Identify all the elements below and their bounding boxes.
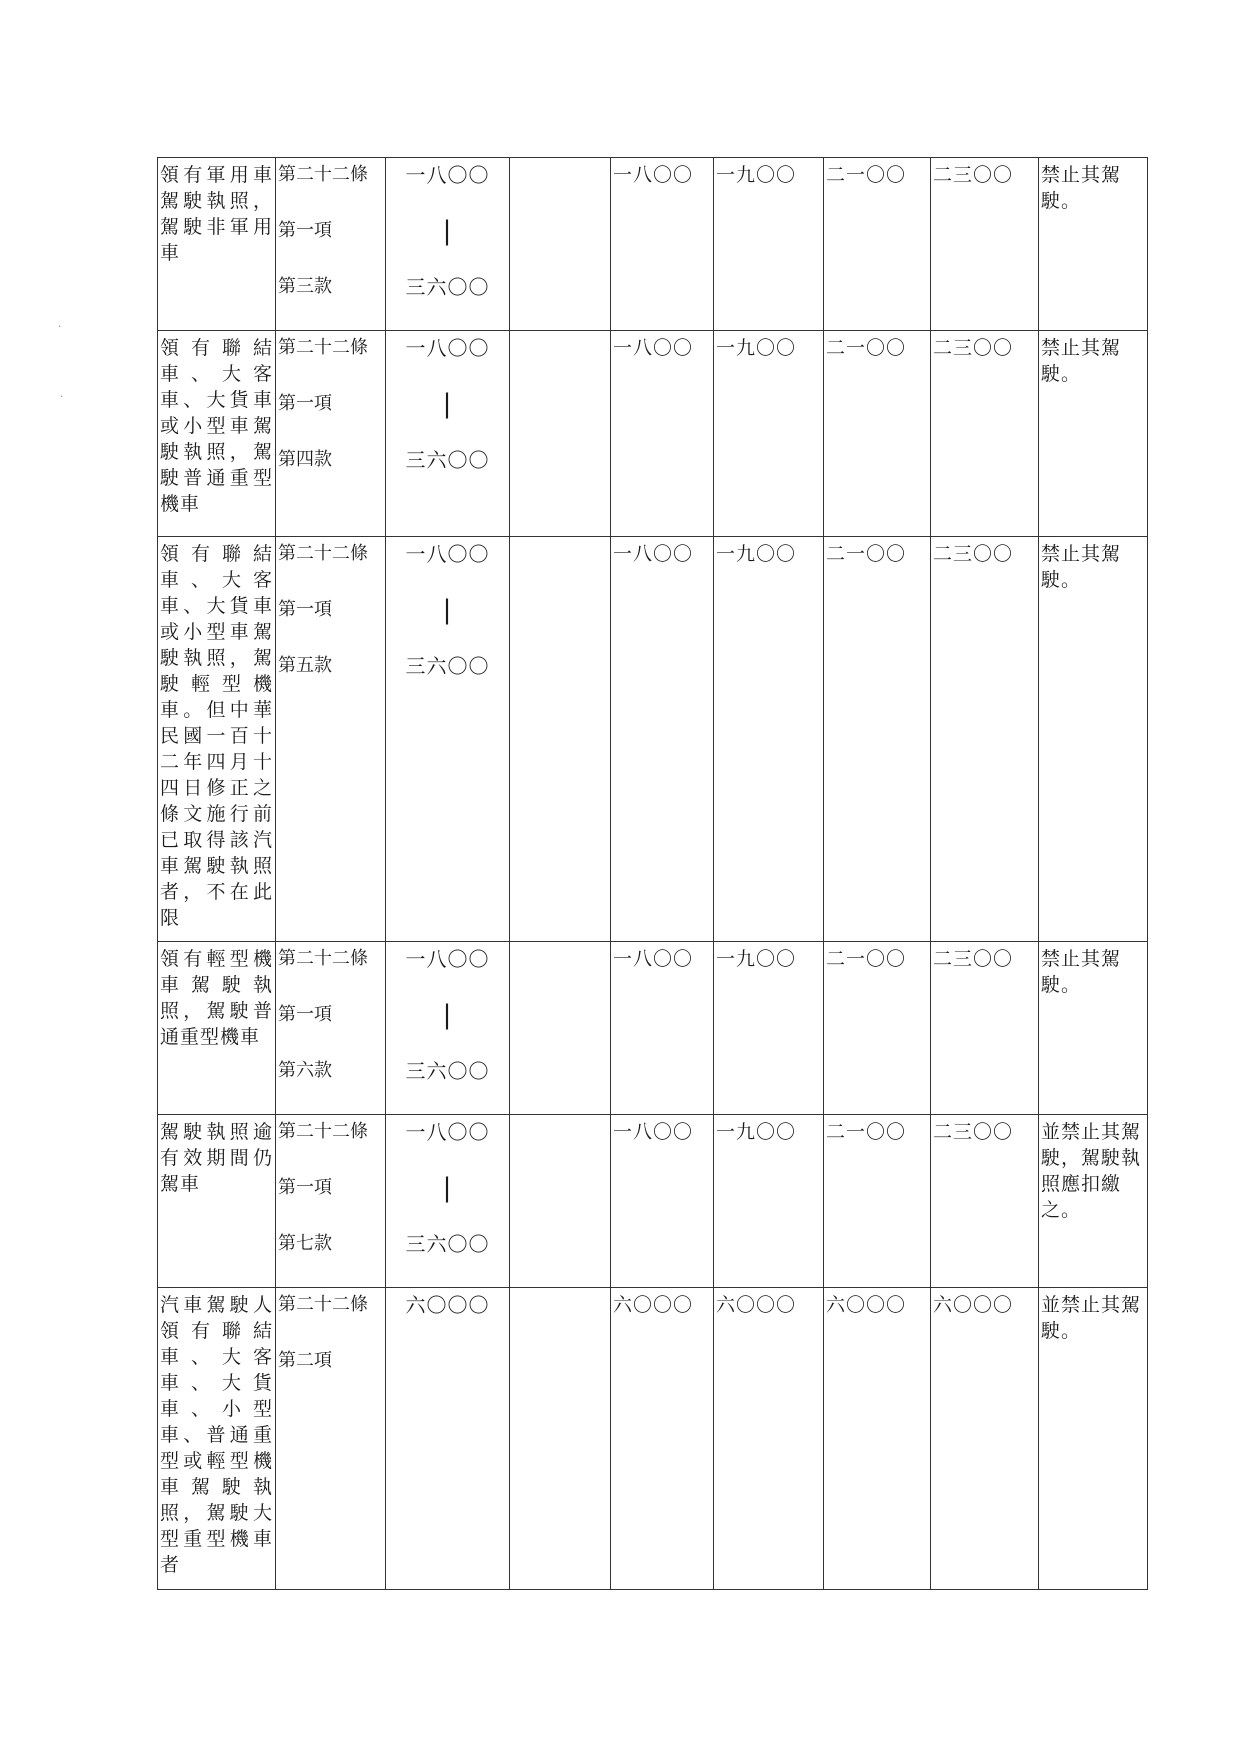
article-line: 第一項 — [278, 220, 332, 241]
article-line: 第一項 — [278, 599, 332, 620]
violation-cell: 汽車駕駛人領有聯結車、大客車、大貨車、小型車、普通重型或輕型機車駕駛執照，駕駛大型重型機車者 — [158, 1288, 276, 1590]
fine-range-cell — [386, 1115, 510, 1288]
amount-cell: 二三〇〇 — [931, 331, 1039, 537]
violation-cell: 駕駛執照逾有效期間仍駕車 — [158, 1115, 276, 1288]
fine-range-cell — [386, 942, 510, 1115]
table-row — [158, 1288, 1148, 1590]
amount-cell: 二三〇〇 — [931, 942, 1039, 1115]
article-line: 第四款 — [278, 449, 332, 470]
amount-cell: 一九〇〇 — [714, 331, 824, 537]
blank-cell — [510, 331, 611, 537]
violation-cell: 領有輕型機車駕駛執照，駕駛普通重型機車 — [158, 942, 276, 1115]
article-line: 第六款 — [278, 1060, 332, 1081]
blank-cell — [510, 537, 611, 942]
amount-cell: 一九〇〇 — [714, 537, 824, 942]
blank-cell — [510, 942, 611, 1115]
amount-cell: 一八〇〇 — [611, 331, 714, 537]
violation-cell: 領有聯結車、大客車、大貨車或小型車駕駛執照，駕駛輕型機車。但中華民國一百十二年四月十四日修正之條文施行前已取得該汽車駕駛執照者，不在此限 — [158, 537, 276, 942]
article-line: 第七款 — [278, 1233, 332, 1254]
fine-range-min: 一八〇〇 — [405, 1120, 490, 1144]
scan-speck: · — [60, 392, 64, 403]
amount-cell: 一八〇〇 — [611, 537, 714, 942]
fine-range-cell — [386, 158, 510, 331]
article-line: 第二十二條 — [278, 1121, 368, 1142]
amount-cell: 一八〇〇 — [611, 942, 714, 1115]
note-cell: 禁止其駕駛。 — [1039, 942, 1148, 1115]
fine-range-min: 六〇〇〇 — [405, 1293, 490, 1317]
fine-range-dash: | — [442, 595, 453, 625]
fine-range-max: 三六〇〇 — [405, 654, 490, 678]
amount-cell: 二一〇〇 — [824, 537, 931, 942]
article-line: 第二項 — [278, 1350, 332, 1371]
article-cell — [276, 331, 386, 537]
fine-range-dash: | — [442, 1000, 453, 1030]
fine-range-max: 三六〇〇 — [405, 1059, 490, 1083]
blank-cell — [510, 158, 611, 331]
article-line: 第一項 — [278, 1004, 332, 1025]
note-cell: 禁止其駕駛。 — [1039, 537, 1148, 942]
fine-range-max — [388, 1404, 507, 1460]
article-line: 第一項 — [278, 1177, 332, 1198]
note-cell: 並禁止其駕駛。 — [1039, 1288, 1148, 1590]
amount-cell: 二三〇〇 — [931, 537, 1039, 942]
table-row — [158, 537, 1148, 942]
article-line: 第二十二條 — [278, 337, 368, 358]
fine-range-cell — [386, 537, 510, 942]
amount-cell: 二一〇〇 — [824, 158, 931, 331]
article-line: 第二十二條 — [278, 948, 368, 969]
fine-schedule-table — [157, 157, 1148, 1590]
table-row — [158, 331, 1148, 537]
amount-cell: 六〇〇〇 — [931, 1288, 1039, 1590]
note-cell: 禁止其駕駛。 — [1039, 331, 1148, 537]
table-row — [158, 942, 1148, 1115]
fine-range-dash: | — [442, 389, 453, 419]
amount-cell: 二三〇〇 — [931, 158, 1039, 331]
article-cell — [276, 1288, 386, 1590]
fine-range-min: 一八〇〇 — [405, 336, 490, 360]
article-line — [278, 1404, 383, 1460]
fine-range-min: 一八〇〇 — [405, 542, 490, 566]
amount-cell: 二一〇〇 — [824, 1115, 931, 1288]
amount-cell: 六〇〇〇 — [714, 1288, 824, 1590]
fine-range-cell — [386, 1288, 510, 1590]
fine-range-min: 一八〇〇 — [405, 163, 490, 187]
violation-cell: 領有軍用車駕駛執照，駕駛非軍用車 — [158, 158, 276, 331]
article-line: 第二十二條 — [278, 164, 368, 185]
scan-speck: · — [58, 322, 62, 333]
article-line: 第二十二條 — [278, 1294, 368, 1315]
amount-cell: 一八〇〇 — [611, 1115, 714, 1288]
fine-range-dash: | — [442, 1173, 453, 1203]
fine-range-dash — [388, 1348, 507, 1404]
article-cell — [276, 1115, 386, 1288]
article-line: 第五款 — [278, 655, 332, 676]
note-cell: 禁止其駕駛。 — [1039, 158, 1148, 331]
note-cell: 並禁止其駕駛，駕駛執照應扣繳之。 — [1039, 1115, 1148, 1288]
amount-cell: 二一〇〇 — [824, 331, 931, 537]
violation-cell: 領有聯結車、大客車、大貨車或小型車駕駛執照，駕駛普通重型機車 — [158, 331, 276, 537]
amount-cell: 一九〇〇 — [714, 158, 824, 331]
amount-cell: 一九〇〇 — [714, 942, 824, 1115]
blank-cell — [510, 1288, 611, 1590]
amount-cell: 六〇〇〇 — [824, 1288, 931, 1590]
fine-range-max: 三六〇〇 — [405, 275, 490, 299]
fine-range-min: 一八〇〇 — [405, 947, 490, 971]
table-row — [158, 1115, 1148, 1288]
amount-cell: 一八〇〇 — [611, 158, 714, 331]
fine-range-max: 三六〇〇 — [405, 1232, 490, 1256]
article-cell — [276, 942, 386, 1115]
table-row — [158, 158, 1148, 331]
amount-cell: 二一〇〇 — [824, 942, 931, 1115]
blank-cell — [510, 1115, 611, 1288]
fine-range-cell — [386, 331, 510, 537]
article-cell — [276, 158, 386, 331]
article-line: 第一項 — [278, 393, 332, 414]
fine-range-dash: | — [442, 216, 453, 246]
fine-range-max: 三六〇〇 — [405, 448, 490, 472]
article-line: 第二十二條 — [278, 543, 368, 564]
amount-cell: 二三〇〇 — [931, 1115, 1039, 1288]
article-cell — [276, 537, 386, 942]
article-line: 第三款 — [278, 276, 332, 297]
amount-cell: 六〇〇〇 — [611, 1288, 714, 1590]
amount-cell: 一九〇〇 — [714, 1115, 824, 1288]
